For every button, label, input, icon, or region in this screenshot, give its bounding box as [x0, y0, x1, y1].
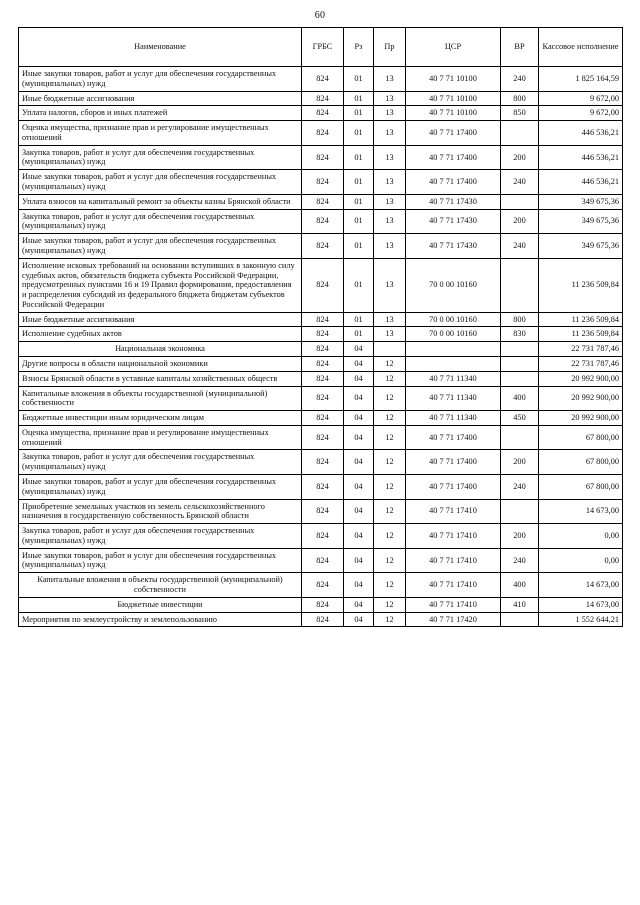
cell-pr: 13	[374, 234, 406, 259]
table-row	[19, 548, 623, 573]
cell-vr: 800	[501, 312, 539, 327]
cell-rz: 01	[344, 258, 374, 312]
cell-rz: 01	[344, 91, 374, 106]
cell-pr: 12	[374, 612, 406, 627]
cell-name: Другие вопросы в области национальной экономики	[19, 356, 302, 371]
cell-vr	[501, 258, 539, 312]
cell-grbs: 824	[302, 194, 344, 209]
table-row	[19, 91, 623, 106]
cell-vr	[501, 194, 539, 209]
cell-sum: 67 800,00	[539, 475, 623, 500]
cell-rz: 01	[344, 194, 374, 209]
cell-pr: 12	[374, 411, 406, 426]
cell-csr: 40 7 71 17420	[406, 612, 501, 627]
cell-vr: 200	[501, 450, 539, 475]
table-row	[19, 475, 623, 500]
cell-grbs: 824	[302, 612, 344, 627]
cell-grbs: 824	[302, 450, 344, 475]
cell-grbs: 824	[302, 499, 344, 524]
cell-rz: 01	[344, 234, 374, 259]
cell-rz: 01	[344, 170, 374, 195]
cell-grbs: 824	[302, 356, 344, 371]
cell-grbs: 824	[302, 597, 344, 612]
cell-name: Оценка имущества, признание прав и регулирование имущественных отношений	[19, 425, 302, 450]
cell-rz: 04	[344, 597, 374, 612]
cell-sum: 22 731 787,46	[539, 342, 623, 357]
cell-vr: 240	[501, 67, 539, 92]
cell-pr: 12	[374, 597, 406, 612]
cell-grbs: 824	[302, 170, 344, 195]
cell-csr	[406, 356, 501, 371]
cell-vr: 240	[501, 475, 539, 500]
cell-pr: 12	[374, 548, 406, 573]
cell-pr: 13	[374, 106, 406, 121]
cell-sum: 446 536,21	[539, 145, 623, 170]
table-row	[19, 371, 623, 386]
cell-vr: 410	[501, 597, 539, 612]
cell-sum: 0,00	[539, 548, 623, 573]
cell-vr	[501, 342, 539, 357]
cell-csr: 70 0 00 10160	[406, 258, 501, 312]
cell-name: Бюджетные инвестиции иным юридическим лицам	[19, 411, 302, 426]
cell-pr: 12	[374, 524, 406, 549]
cell-grbs: 824	[302, 106, 344, 121]
table-row	[19, 145, 623, 170]
cell-rz: 04	[344, 411, 374, 426]
cell-name: Уплата взносов на капитальный ремонт за объекты казны Брянской области	[19, 194, 302, 209]
table-row	[19, 342, 623, 357]
cell-rz: 04	[344, 342, 374, 357]
cell-vr: 240	[501, 170, 539, 195]
cell-vr: 240	[501, 548, 539, 573]
table-row	[19, 106, 623, 121]
cell-grbs: 824	[302, 121, 344, 146]
table-row	[19, 258, 623, 312]
cell-grbs: 824	[302, 475, 344, 500]
column-header-rz: Рз	[344, 28, 374, 67]
table-row	[19, 312, 623, 327]
cell-name: Уплата налогов, сборов и иных платежей	[19, 106, 302, 121]
cell-pr: 12	[374, 475, 406, 500]
cell-pr	[374, 342, 406, 357]
cell-pr: 12	[374, 371, 406, 386]
cell-csr: 40 7 71 17410	[406, 597, 501, 612]
column-header-sum: Кассовое исполнение	[539, 28, 623, 67]
cell-rz: 01	[344, 145, 374, 170]
table-row	[19, 612, 623, 627]
cell-sum: 349 675,36	[539, 194, 623, 209]
table-header	[19, 28, 623, 67]
cell-rz: 01	[344, 67, 374, 92]
cell-vr: 400	[501, 386, 539, 411]
column-header-name: Наименование	[19, 28, 302, 67]
cell-csr: 40 7 71 10100	[406, 106, 501, 121]
cell-sum: 9 672,00	[539, 91, 623, 106]
cell-csr: 40 7 71 17400	[406, 121, 501, 146]
cell-csr: 40 7 71 17400	[406, 450, 501, 475]
cell-csr: 40 7 71 17410	[406, 499, 501, 524]
cell-grbs: 824	[302, 573, 344, 598]
cell-vr: 240	[501, 234, 539, 259]
cell-vr: 450	[501, 411, 539, 426]
column-header-vr: ВР	[501, 28, 539, 67]
table-row	[19, 170, 623, 195]
cell-rz: 04	[344, 371, 374, 386]
cell-pr: 13	[374, 121, 406, 146]
cell-grbs: 824	[302, 371, 344, 386]
cell-grbs: 824	[302, 342, 344, 357]
table-row	[19, 411, 623, 426]
cell-name: Капитальные вложения в объекты государственной (муниципальной) собственности	[19, 573, 302, 598]
cell-name: Исполнение судебных актов	[19, 327, 302, 342]
cell-rz: 04	[344, 425, 374, 450]
cell-rz: 01	[344, 327, 374, 342]
cell-name: Иные закупки товаров, работ и услуг для обеспечения государственных (муниципальных) нужд	[19, 170, 302, 195]
cell-csr: 70 0 00 10160	[406, 312, 501, 327]
column-header-grbs: ГРБС	[302, 28, 344, 67]
cell-name: Взносы Брянской области в уставные капиталы хозяйственных обществ	[19, 371, 302, 386]
cell-rz: 01	[344, 209, 374, 234]
cell-csr: 40 7 71 17430	[406, 209, 501, 234]
cell-sum: 67 800,00	[539, 450, 623, 475]
table-row	[19, 450, 623, 475]
column-header-pr: Пр	[374, 28, 406, 67]
cell-name: Капитальные вложения в объекты государственной (муниципальной) собственности	[19, 386, 302, 411]
cell-rz: 01	[344, 106, 374, 121]
cell-csr: 40 7 71 17400	[406, 145, 501, 170]
cell-vr: 800	[501, 91, 539, 106]
cell-grbs: 824	[302, 234, 344, 259]
cell-sum: 1 552 644,21	[539, 612, 623, 627]
budget-execution-table	[18, 27, 623, 627]
table-row	[19, 234, 623, 259]
cell-vr: 400	[501, 573, 539, 598]
cell-vr	[501, 356, 539, 371]
cell-rz: 04	[344, 475, 374, 500]
cell-pr: 13	[374, 170, 406, 195]
table-row	[19, 327, 623, 342]
cell-pr: 13	[374, 209, 406, 234]
cell-sum: 9 672,00	[539, 106, 623, 121]
cell-pr: 12	[374, 356, 406, 371]
cell-sum: 14 673,00	[539, 499, 623, 524]
table-row	[19, 209, 623, 234]
cell-pr: 13	[374, 145, 406, 170]
cell-rz: 04	[344, 612, 374, 627]
page-number: 60	[314, 10, 326, 21]
cell-csr: 40 7 71 17430	[406, 234, 501, 259]
cell-vr: 200	[501, 524, 539, 549]
cell-sum: 1 825 164,59	[539, 67, 623, 92]
cell-vr: 850	[501, 106, 539, 121]
table-row	[19, 573, 623, 598]
cell-csr: 40 7 71 17400	[406, 170, 501, 195]
table-body	[19, 67, 623, 627]
table-row	[19, 499, 623, 524]
cell-sum: 0,00	[539, 524, 623, 549]
cell-rz: 04	[344, 386, 374, 411]
cell-grbs: 824	[302, 258, 344, 312]
cell-sum: 349 675,36	[539, 209, 623, 234]
cell-name: Оценка имущества, признание прав и регулирование имущественных отношений	[19, 121, 302, 146]
cell-pr: 13	[374, 312, 406, 327]
cell-vr	[501, 612, 539, 627]
cell-pr: 13	[374, 327, 406, 342]
cell-name: Мероприятия по землеустройству и землепользованию	[19, 612, 302, 627]
table-header-row	[19, 28, 623, 67]
cell-rz: 04	[344, 356, 374, 371]
cell-csr: 40 7 71 17400	[406, 475, 501, 500]
cell-name: Иные бюджетные ассигнования	[19, 312, 302, 327]
cell-vr	[501, 425, 539, 450]
cell-csr: 40 7 71 10100	[406, 67, 501, 92]
cell-sum: 349 675,36	[539, 234, 623, 259]
cell-name: Иные закупки товаров, работ и услуг для обеспечения государственных (муниципальных) нужд	[19, 475, 302, 500]
cell-name: Бюджетные инвестиции	[19, 597, 302, 612]
cell-sum: 11 236 509,84	[539, 312, 623, 327]
cell-name: Закупка товаров, работ и услуг для обеспечения государственных (муниципальных) нужд	[19, 524, 302, 549]
cell-name: Иные закупки товаров, работ и услуг для обеспечения государственных (муниципальных) нужд	[19, 548, 302, 573]
cell-grbs: 824	[302, 411, 344, 426]
cell-vr: 830	[501, 327, 539, 342]
cell-rz: 01	[344, 121, 374, 146]
cell-sum: 446 536,21	[539, 121, 623, 146]
cell-csr: 40 7 71 17410	[406, 573, 501, 598]
cell-pr: 13	[374, 194, 406, 209]
table-row	[19, 121, 623, 146]
cell-pr: 13	[374, 91, 406, 106]
table-row	[19, 386, 623, 411]
cell-name: Иные бюджетные ассигнования	[19, 91, 302, 106]
cell-vr	[501, 499, 539, 524]
cell-sum: 20 992 900,00	[539, 371, 623, 386]
cell-sum: 446 536,21	[539, 170, 623, 195]
cell-csr: 40 7 71 17410	[406, 524, 501, 549]
cell-name: Закупка товаров, работ и услуг для обеспечения государственных (муниципальных) нужд	[19, 450, 302, 475]
cell-grbs: 824	[302, 209, 344, 234]
cell-grbs: 824	[302, 312, 344, 327]
cell-sum: 67 800,00	[539, 425, 623, 450]
cell-rz: 04	[344, 548, 374, 573]
cell-pr: 12	[374, 425, 406, 450]
table-row	[19, 356, 623, 371]
cell-name: Иные закупки товаров, работ и услуг для обеспечения государственных (муниципальных) нужд	[19, 234, 302, 259]
cell-name: Национальная экономика	[19, 342, 302, 357]
cell-grbs: 824	[302, 548, 344, 573]
cell-csr: 40 7 71 11340	[406, 371, 501, 386]
cell-csr: 40 7 71 17430	[406, 194, 501, 209]
cell-vr: 200	[501, 209, 539, 234]
table-row	[19, 597, 623, 612]
cell-rz: 04	[344, 450, 374, 475]
cell-vr: 200	[501, 145, 539, 170]
cell-grbs: 824	[302, 425, 344, 450]
cell-csr: 40 7 71 10100	[406, 91, 501, 106]
cell-vr	[501, 371, 539, 386]
cell-rz: 04	[344, 573, 374, 598]
table-row	[19, 425, 623, 450]
table-row	[19, 194, 623, 209]
cell-grbs: 824	[302, 91, 344, 106]
cell-csr: 40 7 71 11340	[406, 411, 501, 426]
cell-sum: 22 731 787,46	[539, 356, 623, 371]
cell-pr: 13	[374, 258, 406, 312]
cell-pr: 12	[374, 573, 406, 598]
cell-sum: 14 673,00	[539, 597, 623, 612]
cell-grbs: 824	[302, 524, 344, 549]
cell-vr	[501, 121, 539, 146]
cell-name: Приобретение земельных участков из земель сельскохозяйственного назначения в государственную собственность Брянской области	[19, 499, 302, 524]
column-header-csr: ЦСР	[406, 28, 501, 67]
cell-pr: 12	[374, 386, 406, 411]
cell-grbs: 824	[302, 327, 344, 342]
cell-rz: 01	[344, 312, 374, 327]
table-row	[19, 67, 623, 92]
cell-csr: 40 7 71 17400	[406, 425, 501, 450]
cell-grbs: 824	[302, 386, 344, 411]
table-row	[19, 524, 623, 549]
cell-grbs: 824	[302, 67, 344, 92]
cell-csr: 40 7 71 17410	[406, 548, 501, 573]
cell-rz: 04	[344, 499, 374, 524]
cell-csr: 40 7 71 11340	[406, 386, 501, 411]
cell-grbs: 824	[302, 145, 344, 170]
cell-csr: 70 0 00 10160	[406, 327, 501, 342]
cell-name: Исполнение исковых требований на основании вступивших в законную силу судебных актов, обязательств бюджета субъекта Российской Федерации, предусмотренных пунктами 16 и 19 Правил формирования, предоставления и распределения субсидий из федерального бюджета бюджетам субъектов Российской Федерации	[19, 258, 302, 312]
cell-csr	[406, 342, 501, 357]
cell-name: Закупка товаров, работ и услуг для обеспечения государственных (муниципальных) нужд	[19, 145, 302, 170]
cell-pr: 13	[374, 67, 406, 92]
cell-sum: 14 673,00	[539, 573, 623, 598]
cell-sum: 11 236 509,84	[539, 258, 623, 312]
cell-pr: 12	[374, 499, 406, 524]
cell-name: Иные закупки товаров, работ и услуг для обеспечения государственных (муниципальных) нужд	[19, 67, 302, 92]
cell-sum: 20 992 900,00	[539, 386, 623, 411]
cell-sum: 11 236 509,84	[539, 327, 623, 342]
cell-pr: 12	[374, 450, 406, 475]
cell-sum: 20 992 900,00	[539, 411, 623, 426]
cell-rz: 04	[344, 524, 374, 549]
cell-name: Закупка товаров, работ и услуг для обеспечения государственных (муниципальных) нужд	[19, 209, 302, 234]
